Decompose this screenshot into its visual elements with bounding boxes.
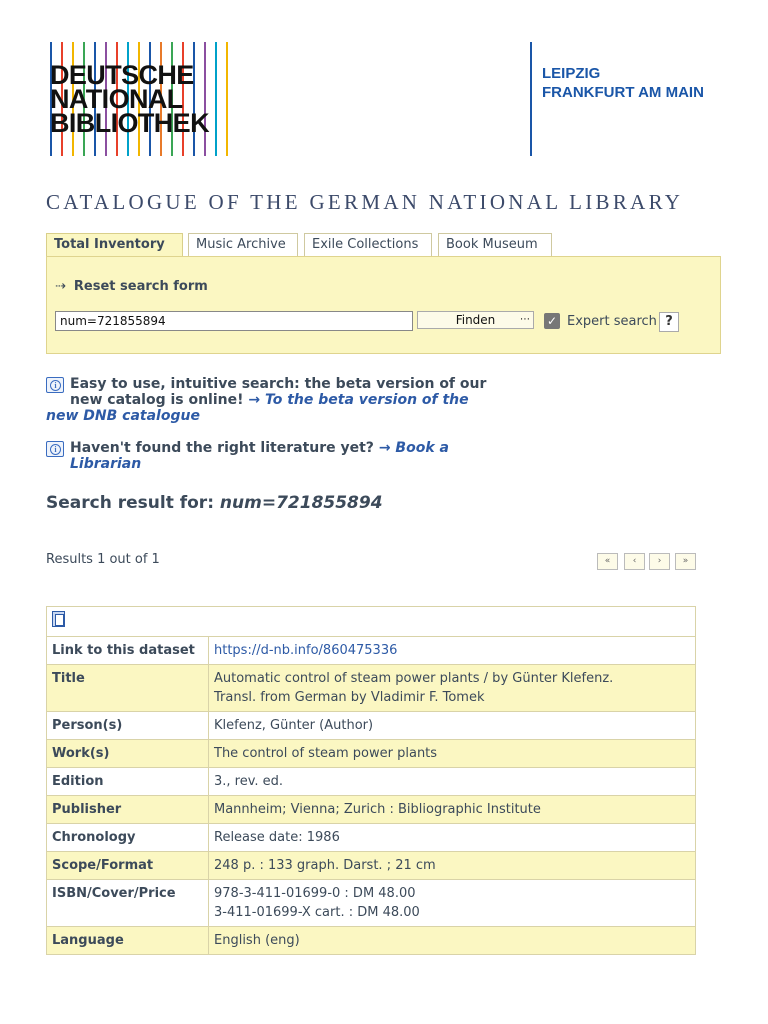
edition-value: 3., rev. ed. [209,768,696,796]
dropdown-dots-icon: ⋯ [520,314,530,325]
info-icon: i [46,377,64,393]
table-row [47,637,696,665]
table-row [47,665,696,712]
edition-label: Edition [47,768,209,796]
help-button[interactable]: ? [659,312,679,332]
logo-stripe [226,42,228,156]
search-panel [46,256,721,354]
isbn-value-line1: 978-3-411-01699-0 : DM 48.00 [214,886,416,901]
table-row [47,880,696,927]
reset-search-link[interactable] [55,279,208,294]
librarian-notice-text: Haven't found the right literature yet? [70,440,374,456]
tab-exile-collections[interactable]: Exile Collections [304,233,432,257]
locations [530,42,704,156]
expert-search-label: Expert search [567,314,657,329]
persons-value: Klefenz, Günter (Author) [209,712,696,740]
persons-label: Person(s) [47,712,209,740]
logo-text-line2: NATIONAL [50,84,183,114]
chronology-value: Release date: 1986 [209,824,696,852]
librarian-notice-line1 [70,440,449,456]
table-row [47,852,696,880]
language-value: English (eng) [209,927,696,955]
result-heading-query: num=721855894 [219,493,383,513]
isbn-label: ISBN/Cover/Price [47,880,209,927]
beta-catalog-link[interactable]: → To the beta version of the [248,392,469,408]
beta-catalog-link-cont[interactable]: new DNB catalogue [46,408,200,424]
record-table [46,606,696,955]
works-label: Work(s) [47,740,209,768]
book-librarian-link-cont[interactable]: Librarian [70,456,142,472]
scope-label: Scope/Format [47,852,209,880]
find-button-label: Finden [455,313,496,327]
arrow-right-icon: ⇢ [55,279,66,294]
table-row [47,712,696,740]
page-title: CATALOGUE OF THE GERMAN NATIONAL LIBRARY [46,190,684,214]
document-icon[interactable] [52,611,65,627]
logo-stripe [215,42,217,156]
expert-search-checkbox[interactable]: ✓ [544,313,560,329]
last-page-button[interactable]: » [675,553,696,570]
isbn-value-line2: 3-411-01699-X cart. : DM 48.00 [214,905,420,920]
beta-notice-line1: Easy to use, intuitive search: the beta version of our [70,376,487,392]
location-frankfurt: FRANKFURT AM MAIN [542,84,704,101]
location-leipzig: LEIPZIG [542,65,601,82]
publisher-value: Mannheim; Vienna; Zurich : Bibliographic Institute [209,796,696,824]
scope-value: 248 p. : 133 graph. Darst. ; 21 cm [209,852,696,880]
results-count: Results 1 out of 1 [46,552,160,567]
title-value-line1: Automatic control of steam power plants / by Günter Klefenz. [214,671,614,686]
info-icon: i [46,441,64,457]
table-row [47,824,696,852]
book-librarian-link[interactable]: → Book a [378,440,449,456]
search-result-heading [46,493,383,513]
tab-book-museum[interactable]: Book Museum [438,233,552,257]
works-value: The control of steam power plants [209,740,696,768]
tab-total-inventory[interactable]: Total Inventory [46,233,183,258]
beta-notice-line2 [70,392,469,408]
logo-text-line3: BIBLIOTHEK [50,108,209,138]
dnb-logo[interactable] [48,42,238,156]
prev-page-button[interactable]: ‹ [624,553,645,570]
link-label: Link to this dataset [47,637,209,665]
search-input[interactable] [55,311,413,331]
next-page-button[interactable]: › [649,553,670,570]
result-heading-prefix: Search result for: [46,493,214,513]
logo-stripe [204,42,206,156]
title-value-line2: Transl. from German by Vladimir F. Tomek [214,690,485,705]
table-row [47,607,696,637]
chronology-label: Chronology [47,824,209,852]
first-page-button[interactable]: « [597,553,618,570]
title-label: Title [47,665,209,712]
reset-search-label: Reset search form [73,279,208,294]
tab-music-archive[interactable]: Music Archive [188,233,298,257]
dataset-link[interactable]: https://d-nb.info/860475336 [214,643,398,658]
find-button[interactable] [417,311,534,329]
logo-text-line1: DEUTSCHE [50,60,194,90]
beta-notice-text: new catalog is online! [70,392,244,408]
table-row [47,927,696,955]
publisher-label: Publisher [47,796,209,824]
table-row [47,796,696,824]
table-row [47,740,696,768]
language-label: Language [47,927,209,955]
table-row [47,768,696,796]
